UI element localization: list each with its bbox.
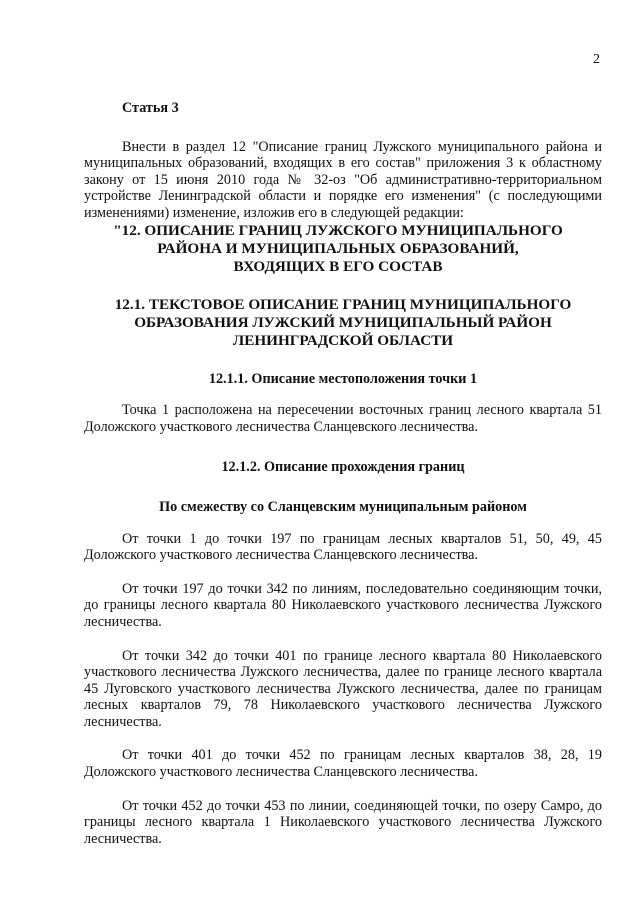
main-heading-line: РАЙОНА И МУНИЦИПАЛЬНЫХ ОБРАЗОВАНИЙ, <box>157 239 519 257</box>
document-body <box>84 100 602 847</box>
sub-heading-line: ЛЕНИНГРАДСКОЙ ОБЛАСТИ <box>232 331 454 349</box>
page-number: 2 <box>593 52 600 67</box>
boundary-paragraph: От точки 1 до точки 197 по границам лесных кварталов 51, 50, 49, 45 Доложского участкового лесничества Сланцевского лесничества. <box>84 530 602 564</box>
adjacency-heading: По смежеству со Сланцевским муниципальным районом <box>159 498 527 515</box>
intro-paragraph: Внести в раздел 12 "Описание границ Лужского муниципального района и муниципальных образований, входящих в его состав" приложения 3 к областному закону от 15 июня 2010 года № 32-оз "Об административно-территориальном устройстве Ленинградской области и порядке его изменения" (с последующими изменениями) изменение, изложив его в следующей редакции: <box>84 138 602 221</box>
section-heading-boundaries: 12.1.2. Описание прохождения границ <box>221 459 465 476</box>
boundary-paragraph: От точки 401 до точки 452 по границам лесных кварталов 38, 28, 19 Доложского участкового лесничества Сланцевского лесничества. <box>84 747 602 781</box>
article-title: Статья 3 <box>122 100 179 116</box>
main-heading-line: ВХОДЯЩИХ В ЕГО СОСТАВ <box>233 257 443 275</box>
boundary-paragraph: От точки 342 до точки 401 по границе лесного квартала 80 Николаевского участкового лесничества Лужского лесничества, далее по границе лесного квартала 45 Луговского участкового лесничества Лужского лесничества, далее по границам лесных кварталов 79, 78 Николаевского участкового лесничества Лужского лесничества. <box>84 647 602 730</box>
sub-heading-line: ОБРАЗОВАНИЯ ЛУЖСКИЙ МУНИЦИПАЛЬНЫЙ РАЙОН <box>134 313 552 331</box>
point-location-paragraph: Точка 1 расположена на пересечении восточных границ лесного квартала 51 Доложского участкового лесничества Сланцевского лесничества. <box>84 402 602 435</box>
sub-heading-line: 12.1. ТЕКСТОВОЕ ОПИСАНИЕ ГРАНИЦ МУНИЦИПАЛЬНОГО <box>114 295 572 313</box>
main-heading-line: "12. ОПИСАНИЕ ГРАНИЦ ЛУЖСКОГО МУНИЦИПАЛЬНОГО <box>113 221 563 239</box>
boundary-paragraph: От точки 197 до точки 342 по линиям, последовательно соединяющим точки, до границы лесного квартала 80 Николаевского участкового лесничества Лужского лесничества. <box>84 580 602 630</box>
main-heading <box>84 222 602 276</box>
sub-heading <box>84 296 602 350</box>
boundary-paragraph: От точки 452 до точки 453 по линии, соединяющей точки, по озеру Самро, до границы лесного квартала 1 Николаевского участкового лесничества Лужского лесничества. <box>84 797 602 847</box>
section-heading-point-location: 12.1.1. Описание местоположения точки 1 <box>208 370 478 387</box>
